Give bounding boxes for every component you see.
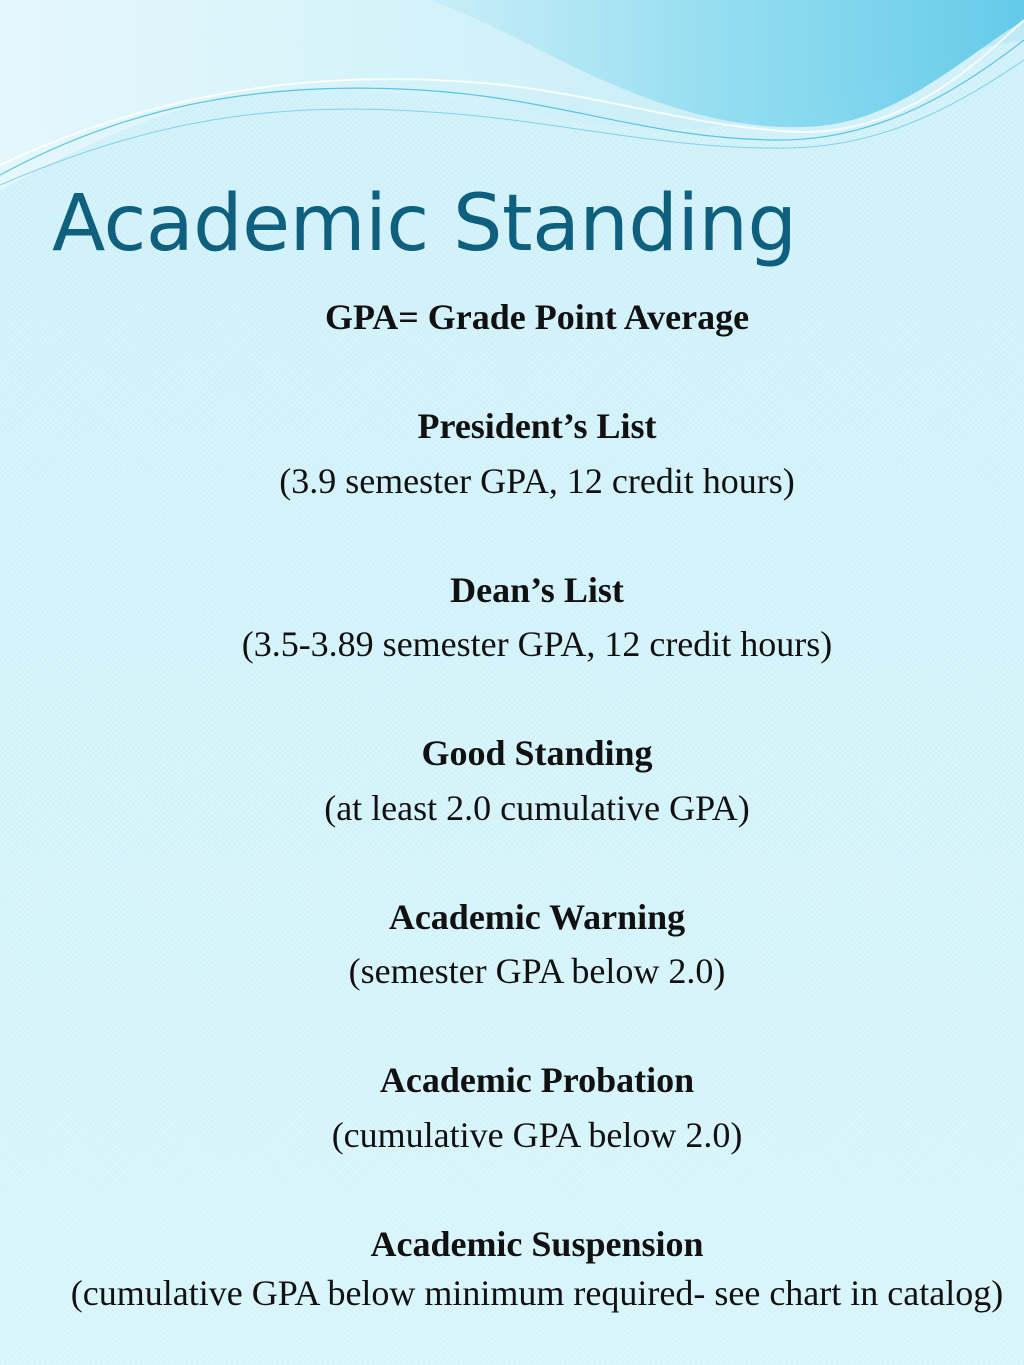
section-heading-academic-warning: Academic Warning [388, 896, 686, 937]
section-detail-deans-list: (3.5-3.89 semester GPA, 12 credit hours) [241, 624, 833, 664]
slide-title: Academic Standing [52, 179, 797, 269]
spacer [50, 345, 1024, 400]
section-detail-presidents-list: (3.9 semester GPA, 12 credit hours) [279, 460, 795, 501]
section-heading-good-standing: Good Standing [421, 733, 653, 773]
section-detail-academic-warning: (semester GPA below 2.0) [348, 951, 726, 991]
section-detail-academic-probation: (cumulative GPA below 2.0) [331, 1114, 743, 1155]
section-detail-good-standing: (at least 2.0 cumulative GPA) [324, 787, 750, 828]
slide-body [50, 290, 1024, 1316]
spacer [50, 508, 1024, 563]
section-heading-academic-probation: Academic Probation [379, 1060, 695, 1100]
section-heading-academic-suspension: Academic Suspension [370, 1223, 704, 1264]
spacer [50, 999, 1024, 1054]
spacer [50, 835, 1024, 890]
section-detail-academic-suspension: (cumulative GPA below minimum required- see chart in catalog) [70, 1273, 1004, 1313]
section-heading-presidents-list: President’s List [417, 406, 657, 446]
section-heading-deans-list: Dean’s List [450, 569, 624, 610]
gpa-definition: GPA= Grade Point Average [324, 297, 750, 337]
spacer [50, 1162, 1024, 1217]
spacer [50, 672, 1024, 727]
